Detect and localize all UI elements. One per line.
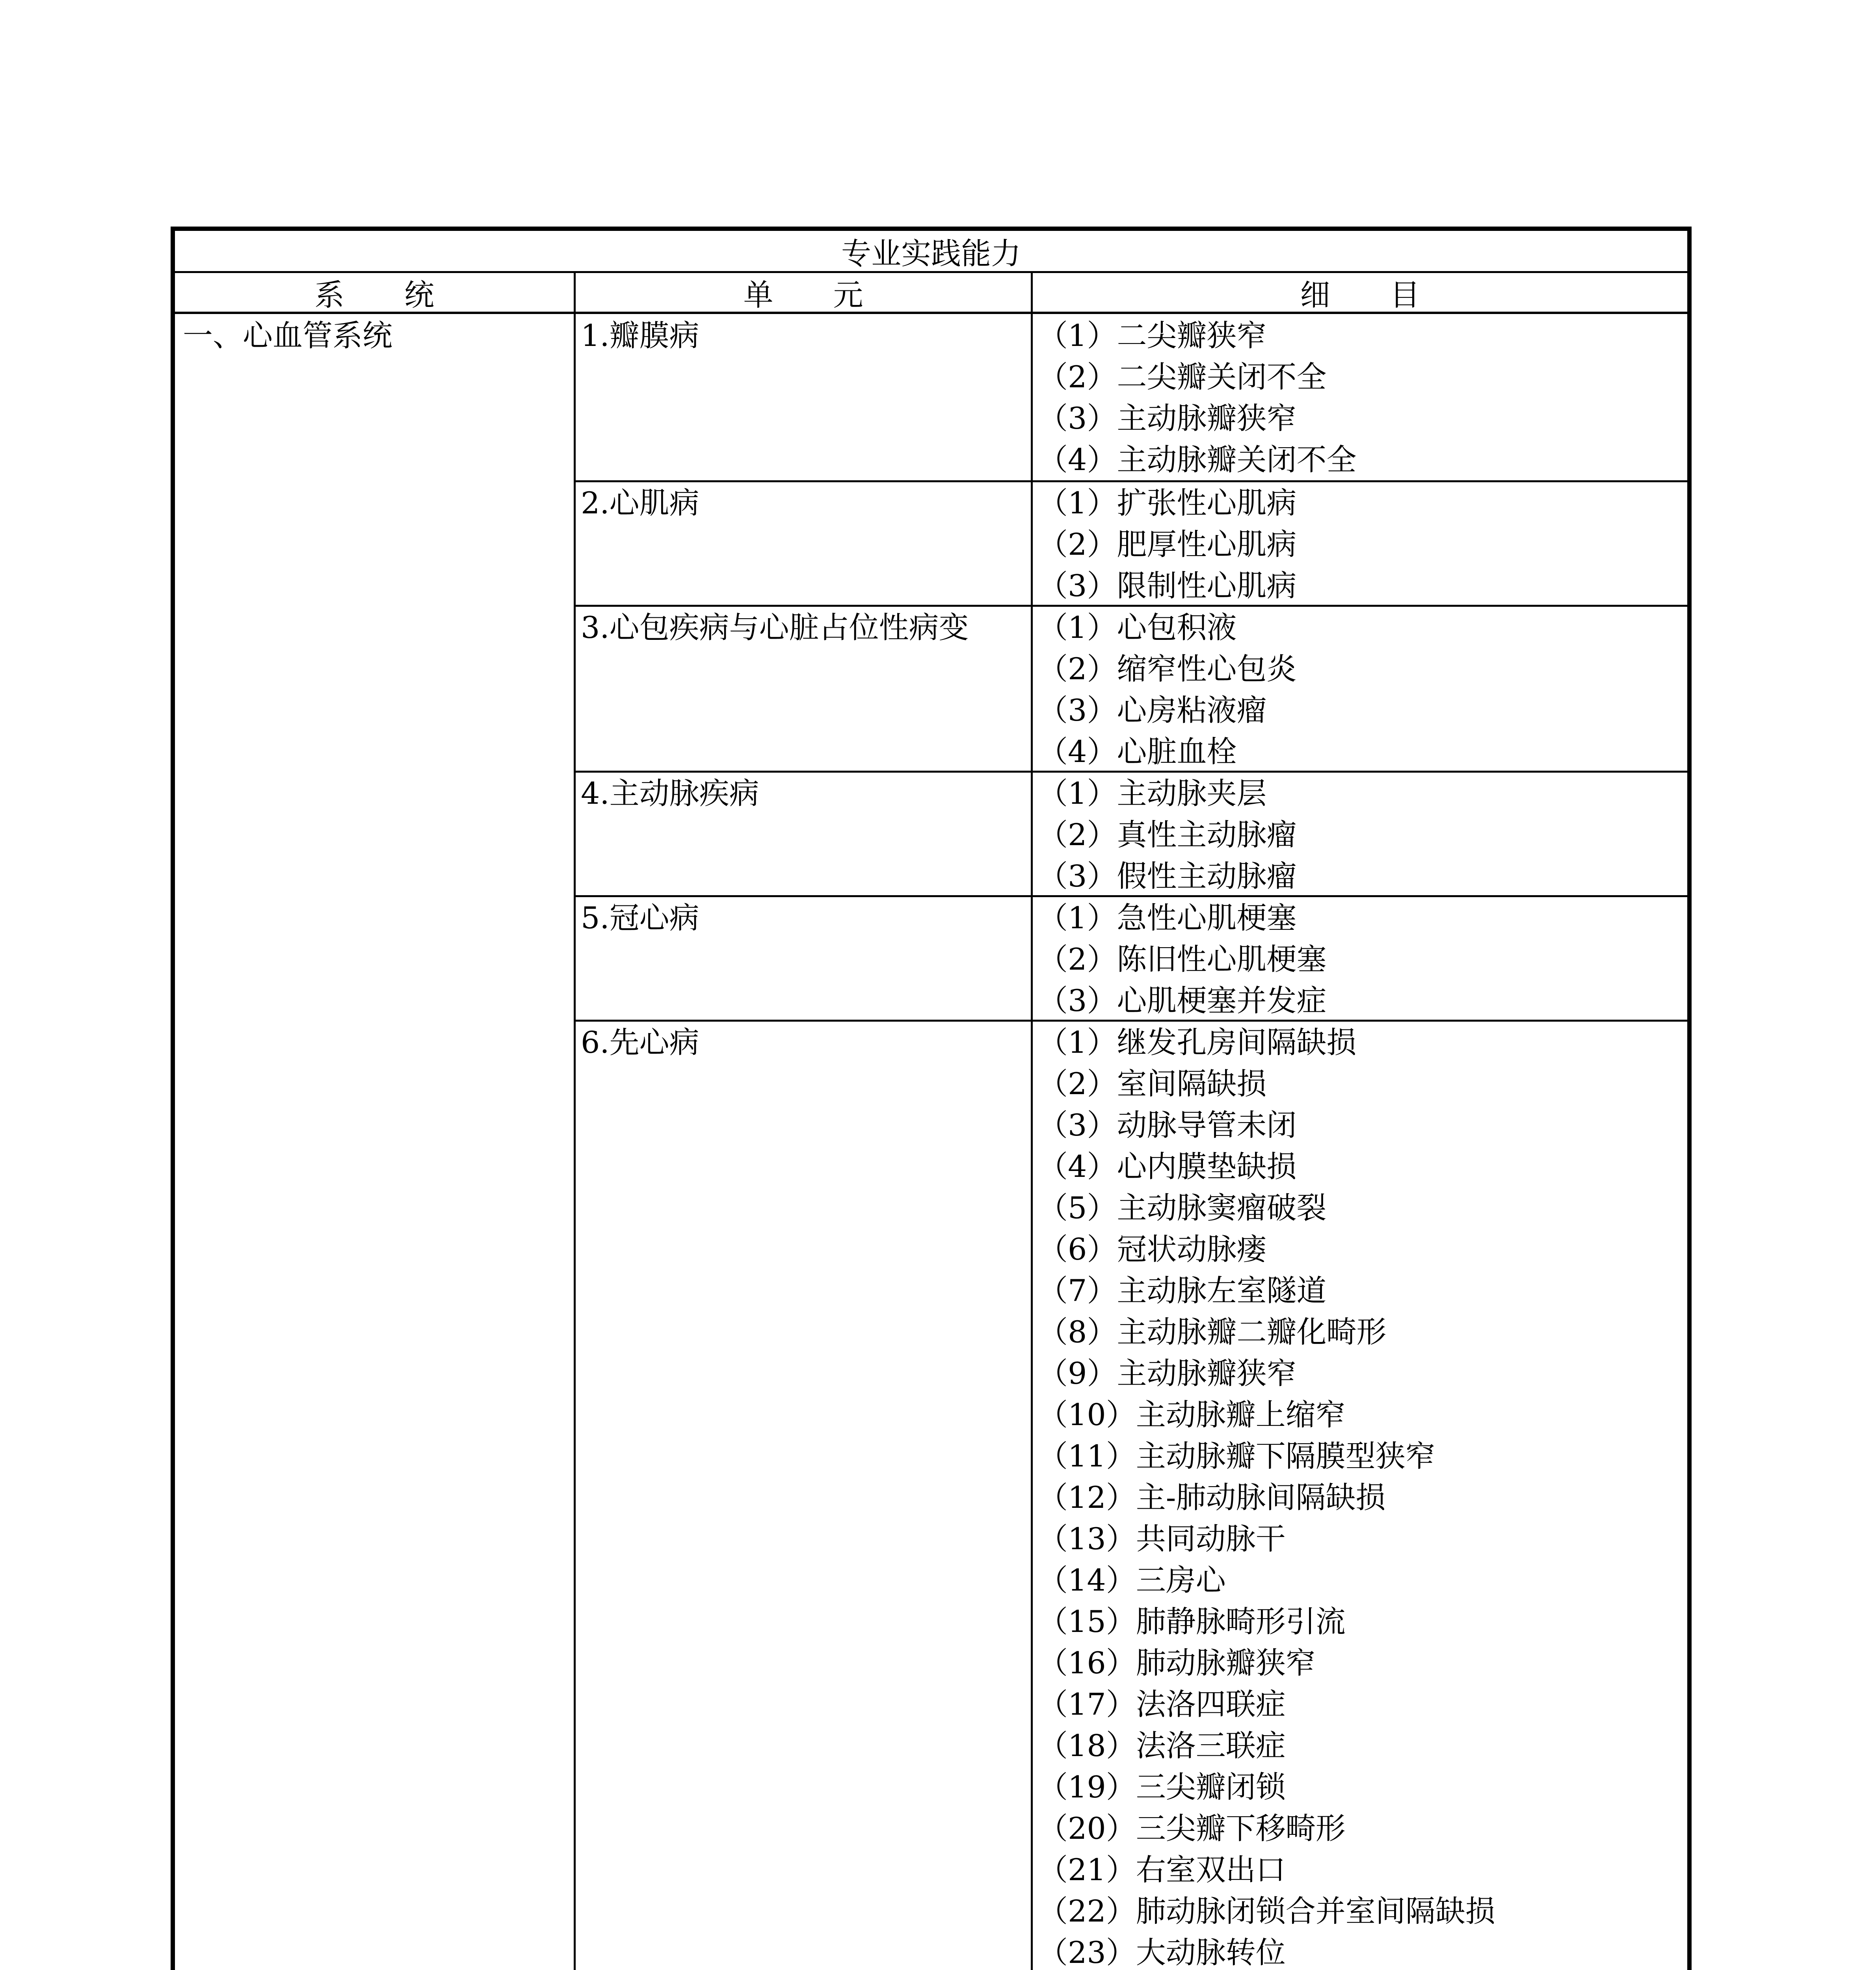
detail-item: （23）大动脉转位 [1038, 1935, 1286, 1970]
detail-list [1038, 773, 1296, 897]
detail-item: （21）右室双出口 [1038, 1852, 1286, 1887]
detail-item: （19）三尖瓣闭锁 [1038, 1769, 1286, 1805]
detail-item: （3）心肌梗塞并发症 [1038, 983, 1327, 1018]
detail-item: （2）室间隔缺损 [1038, 1066, 1267, 1101]
detail-item: （3）限制性心肌病 [1038, 568, 1297, 603]
unit-name: 6.先心病 [581, 1025, 699, 1060]
table-title: 专业实践能力 [175, 231, 1687, 273]
column-divider-1 [574, 273, 576, 1970]
unit-name: 5.冠心病 [581, 900, 699, 935]
detail-item: （2）二尖瓣关闭不全 [1038, 359, 1327, 394]
detail-item: （9）主动脉瓣狭窄 [1038, 1356, 1297, 1391]
detail-item: （4）心脏血栓 [1038, 734, 1237, 769]
column-divider-2 [1031, 273, 1033, 1970]
detail-item: （5）主动脉窦瘤破裂 [1038, 1190, 1327, 1225]
detail-item: （1）主动脉夹层 [1038, 776, 1267, 811]
detail-list [1038, 482, 1296, 606]
detail-item: （1）二尖瓣狭窄 [1038, 318, 1267, 353]
detail-item: （4）心内膜垫缺损 [1038, 1149, 1297, 1184]
detail-list [1038, 607, 1296, 772]
detail-item: （7）主动脉左室隧道 [1038, 1273, 1327, 1308]
detail-item: （17）法洛四联症 [1038, 1687, 1286, 1722]
detail-item: （4）主动脉瓣关闭不全 [1038, 442, 1357, 477]
detail-item: （13）共同动脉干 [1038, 1521, 1286, 1556]
detail-item: （2）缩窄性心包炎 [1038, 651, 1297, 686]
unit-name: 1.瓣膜病 [581, 318, 699, 353]
detail-item: （1）心包积液 [1038, 610, 1237, 645]
header-row [175, 273, 1687, 314]
detail-item: （2）肥厚性心肌病 [1038, 527, 1297, 562]
detail-item: （3）心房粘液瘤 [1038, 693, 1267, 728]
unit-name: 2.心肌病 [581, 485, 699, 520]
detail-item: （2）陈旧性心肌梗塞 [1038, 942, 1327, 977]
detail-list [1038, 897, 1326, 1021]
detail-item: （3）动脉导管未闭 [1038, 1108, 1297, 1143]
detail-item: （3）假性主动脉瘤 [1038, 859, 1297, 894]
unit-name: 3.心包疾病与心脏占位性病变 [581, 610, 969, 645]
unit-name: 4.主动脉疾病 [581, 776, 759, 811]
detail-item: （2）真性主动脉瘤 [1038, 817, 1297, 852]
detail-list [1038, 315, 1356, 480]
detail-item: （11）主动脉瓣下隔膜型狭窄 [1038, 1438, 1435, 1474]
detail-item: （1）急性心肌梗塞 [1038, 900, 1297, 935]
detail-item: （14）三房心 [1038, 1563, 1226, 1598]
detail-item: （18）法洛三联症 [1038, 1728, 1286, 1763]
detail-item: （22）肺动脉闭锁合并室间隔缺损 [1038, 1894, 1495, 1929]
header-unit: 单 元 [743, 277, 863, 312]
detail-item: （8）主动脉瓣二瓣化畸形 [1038, 1314, 1387, 1349]
system-name: 一、心血管系统 [183, 318, 392, 353]
detail-item: （15）肺静脉畸形引流 [1038, 1604, 1346, 1639]
header-system: 系 统 [314, 277, 434, 312]
detail-list [1038, 1022, 1495, 1970]
header-detail: 细 目 [1300, 277, 1420, 312]
detail-item: （3）主动脉瓣狭窄 [1038, 401, 1297, 436]
detail-item: （1）继发孔房间隔缺损 [1038, 1025, 1357, 1060]
curriculum-table [171, 227, 1692, 1970]
detail-item: （16）肺动脉瓣狭窄 [1038, 1645, 1316, 1680]
detail-item: （12）主-肺动脉间隔缺损 [1038, 1480, 1386, 1515]
detail-item: （1）扩张性心肌病 [1038, 485, 1297, 520]
detail-item: （10）主动脉瓣上缩窄 [1038, 1397, 1346, 1432]
detail-item: （6）冠状动脉瘘 [1038, 1232, 1267, 1267]
detail-item: （20）三尖瓣下移畸形 [1038, 1811, 1346, 1846]
